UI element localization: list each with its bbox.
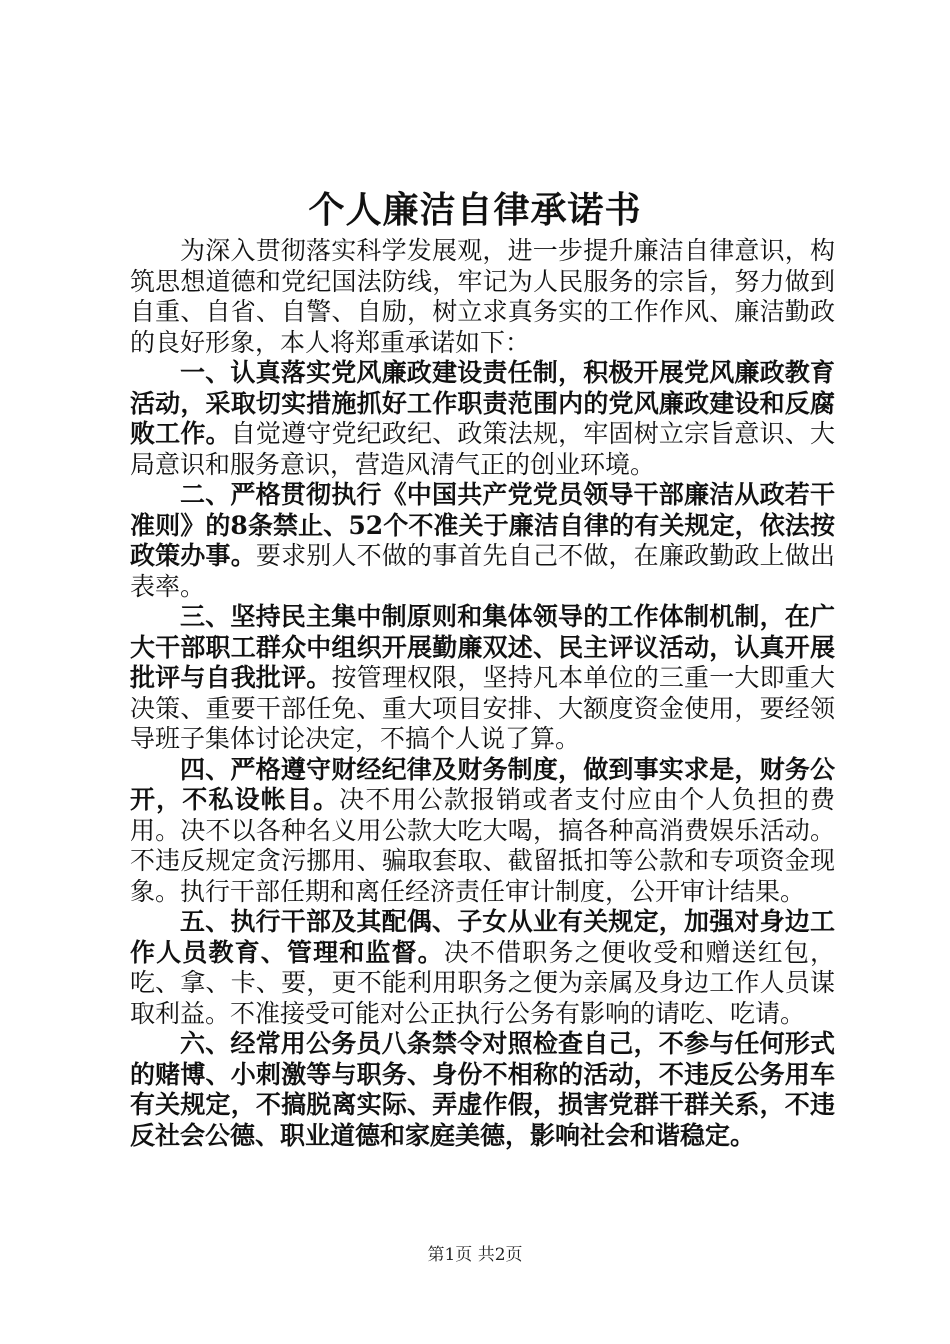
- commitment-item-4: [130, 755, 835, 908]
- commitment-item-5: [130, 907, 835, 1029]
- commitment-item-1: [130, 358, 835, 480]
- document-body: [130, 236, 835, 1151]
- commitment-text: 按管理权限，坚持凡本单位的三重一大即重大决策、重要干部任免、重大项目安排、大额度资金使用，要经领导班子集体讨论决定，不搞个人说了算。: [130, 663, 835, 753]
- commitment-lead: 六、经常用公务员八条禁令对照检查自己，不参与任何形式的赌博、小刺激等与职务、身份不相称的活动，不违反公务用车有关规定，不搞脱离实际、弄虚作假，损害党群干群关系，不违反社会公德、职业道德和家庭美德，影响社会和谐稳定。: [130, 1029, 835, 1150]
- commitment-lead: 三、坚持民主集中制原则和集体领导的工作体制机制，在广大干部职工群众中组织开展勤廉双述、民主评议活动，认真开展批评与自我批评。: [130, 602, 835, 692]
- commitment-lead: 五、执行干部及其配偶、子女从业有关规定，加强对身边工作人员教育、管理和监督。: [130, 907, 835, 967]
- intro-paragraph: 为深入贯彻落实科学发展观，进一步提升廉洁自律意识，构筑思想道德和党纪国法防线，牢记为人民服务的宗旨，努力做到自重、自省、自警、自励，树立求真务实的工作作风、廉洁勤政的良好形象，本人将郑重承诺如下：: [130, 236, 835, 357]
- commitment-text: 决不借职务之便收受和赠送红包，吃、拿、卡、要，更不能利用职务之便为亲属及身边工作人员谋取利益。不准接受可能对公正执行公务有影响的请吃、吃请。: [130, 937, 835, 1028]
- commitment-text: 自觉遵守党纪政纪、政策法规，牢固树立宗旨意识、大局意识和服务意识，营造风清气正的创业环境。: [130, 419, 835, 479]
- commitment-lead: 二、严格贯彻执行《中国共产党党员领导干部廉洁从政若干准则》的8条禁止、52个不准关于廉洁自律的有关规定，依法按政策办事。: [130, 480, 835, 570]
- document-title: 个人廉洁自律承诺书: [308, 189, 642, 231]
- commitment-text: 要求别人不做的事首先自己不做，在廉政勤政上做出表率。: [130, 541, 835, 601]
- commitment-lead: 一、认真落实党风廉政建设责任制，积极开展党风廉政教育活动，采取切实措施抓好工作职责范围内的党风廉政建设和反腐败工作。: [130, 358, 835, 448]
- commitment-item-6: [130, 1029, 835, 1151]
- commitment-text: 决不用公款报销或者支付应由个人负担的费用。决不以各种名义用公款大吃大喝，搞各种高消费娱乐活动。不违反规定贪污挪用、骗取套取、截留抵扣等公款和专项资金现象。执行干部任期和离任经济责任审计制度，公开审计结果。: [130, 785, 835, 906]
- commitment-lead: 四、严格遵守财经纪律及财务制度，做到事实求是，财务公开，不私设帐目。: [130, 754, 835, 814]
- page-footer: 第1页 共2页: [427, 1245, 523, 1265]
- commitment-item-3: [130, 602, 835, 755]
- commitment-item-2: [130, 480, 835, 602]
